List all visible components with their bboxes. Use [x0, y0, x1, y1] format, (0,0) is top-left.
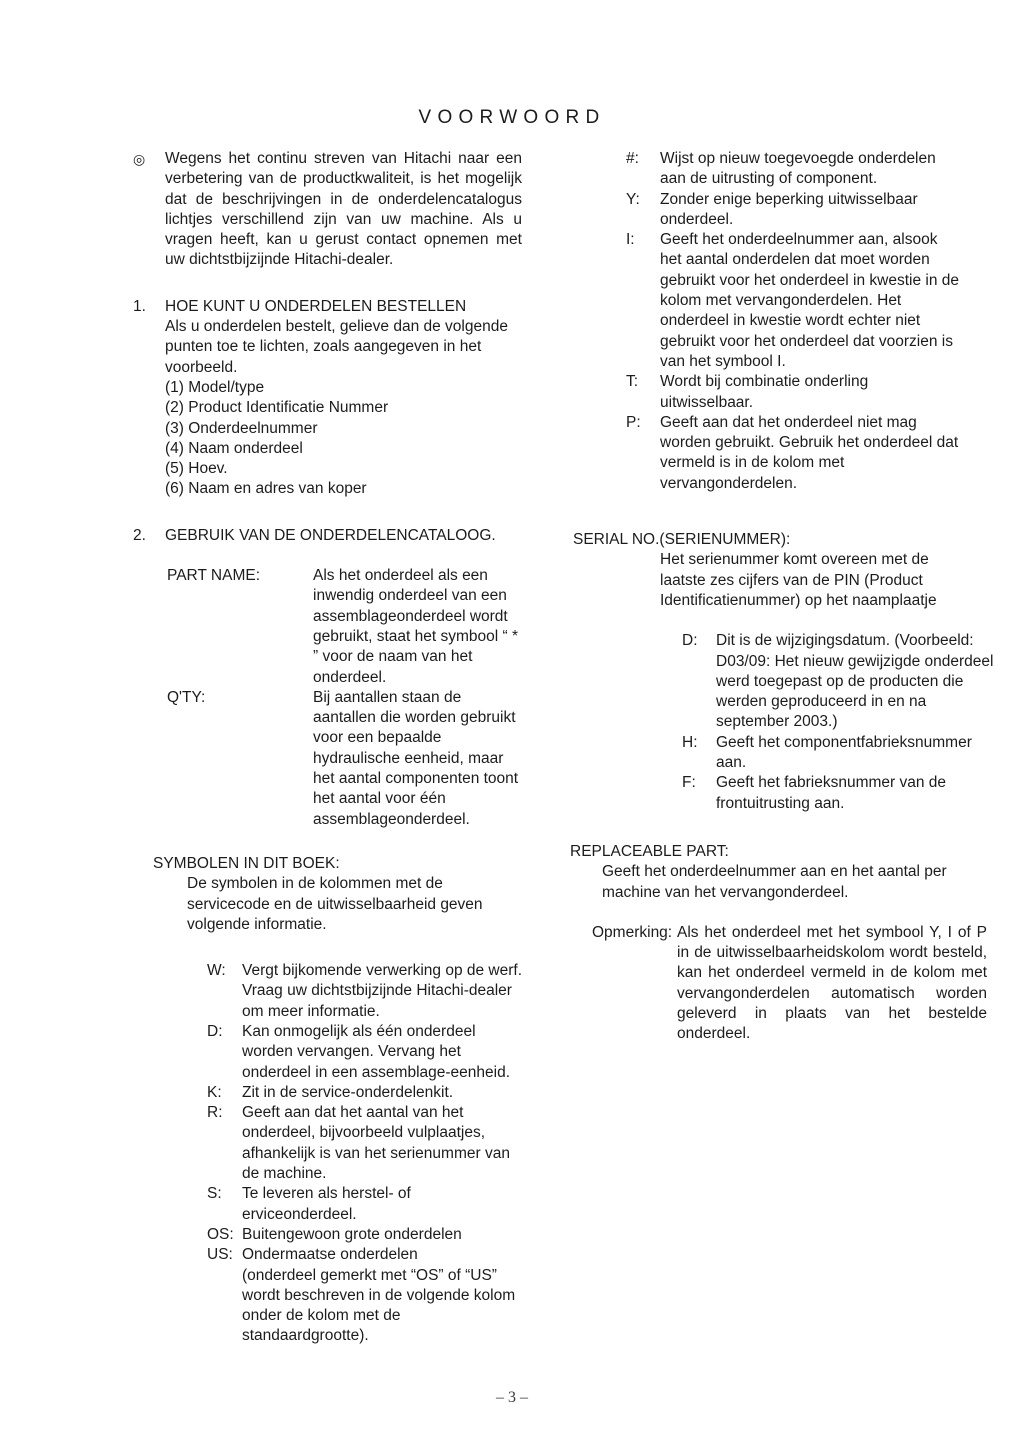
- symbol-label: P:: [626, 413, 641, 431]
- symbols-heading: SYMBOLEN IN DIT BOEK:: [153, 854, 340, 872]
- order-item: (2) Product Identificatie Nummer: [165, 399, 389, 417]
- symbol-text: Geeft het onderdeelnummer aan, alsook het aantal onderdelen dat moet worden gebruikt voor het onderdeel in kwestie in de kolom met vervangonderdelen. Het onderdeel in kwestie wordt echter niet gebruikt voor het onderdeel dat voorzien is van het symbool I.: [660, 231, 959, 370]
- symbol-label: OS:: [207, 1225, 234, 1243]
- intro-paragraph: [133, 149, 525, 271]
- symbol-text: Wijst op nieuw toegevoegde onderdelen aan de uitrusting of component.: [660, 150, 936, 188]
- symbol-label: T:: [626, 373, 639, 391]
- symbol-row-s: [207, 1184, 525, 1225]
- symbol-text: Geeft aan dat het aantal van het onderdeel, bijvoorbeeld vulplaatjes, afhankelijk is van het serienummer van de machine.: [242, 1104, 510, 1183]
- symbol-row-os: [207, 1225, 525, 1245]
- symbol-text: Zit in de service-onderdelenkit.: [242, 1083, 454, 1101]
- section-2-number: 2.: [133, 526, 146, 544]
- symbol-text: Zonder enige beperking uitwisselbaar onderdeel.: [660, 190, 918, 228]
- remark-section: [592, 923, 994, 1045]
- page-title: VOORWOORD: [418, 107, 606, 128]
- symbol-row-r: [207, 1103, 525, 1184]
- symbol-text: Geeft aan dat het onderdeel niet mag worden gebruikt. Gebruik het onderdeel dat vermeld is in de kolom met vervangonderdelen.: [660, 413, 959, 492]
- symbol-row-i: [626, 230, 994, 372]
- symbol-label: Y:: [626, 190, 640, 208]
- symbol-list-left: [207, 961, 525, 1347]
- order-item: (1) Model/type: [165, 378, 265, 396]
- symbol-label: F:: [682, 774, 696, 792]
- symbol-label: H:: [682, 733, 698, 751]
- symbol-row-hash: [626, 149, 994, 190]
- symbol-row-w: [207, 961, 525, 1022]
- section-1-text: Als u onderdelen bestelt, gelieve dan de volgende punten toe te lichten, zoals aangegeven in het voorbeeld.: [165, 318, 508, 376]
- symbol-label: D:: [682, 632, 698, 650]
- replaceable-text: Geeft het onderdeelnummer aan en het aantal per machine van het vervangonderdeel.: [602, 863, 947, 901]
- symbol-text-main: Ondermaatse onderdelen: [242, 1246, 418, 1264]
- term-part-name: [167, 566, 525, 688]
- replaceable-heading: REPLACEABLE PART:: [570, 842, 729, 860]
- term-label: Q'TY:: [167, 688, 206, 706]
- symbol-label: W:: [207, 962, 226, 980]
- section-order-parts: [133, 297, 525, 500]
- remark-label: Opmerking:: [592, 923, 673, 941]
- symbol-text: Buitengewoon grote onderdelen: [242, 1225, 462, 1243]
- symbol-label: K:: [207, 1083, 222, 1101]
- definition-list: [167, 566, 525, 830]
- section-1-heading: HOE KUNT U ONDERDELEN BESTELLEN: [165, 297, 467, 315]
- order-item: (4) Naam onderdeel: [165, 439, 303, 457]
- symbol-text: Wordt bij combinatie onderling uitwisselbaar.: [660, 373, 869, 411]
- symbol-row-d2: [682, 631, 994, 732]
- symbol-label: D:: [207, 1022, 223, 1040]
- symbol-row-h: [682, 733, 994, 774]
- right-column: [570, 149, 994, 1045]
- serial-heading: SERIAL NO.(SERIENUMMER):: [573, 531, 791, 549]
- symbol-text: Te leveren als herstel- of erviceonderdeel.: [242, 1185, 411, 1223]
- symbols-intro: De symbolen in de kolommen met de servicecode en de uitwisselbaarheid geven volgende informatie.: [187, 875, 483, 933]
- term-text: Als het onderdeel als een inwendig onderdeel van een assemblageonderdeel wordt gebruikt, staat het symbool “ * ” voor de naam van het onderdeel.: [313, 567, 519, 686]
- symbol-list-right-2: [626, 631, 994, 814]
- symbol-row-d: [207, 1022, 525, 1083]
- double-circle-icon: ◎: [133, 151, 146, 167]
- serial-text: Het serienummer komt overeen met de laatste zes cijfers van de PIN (Product Identificatienummer) op het naamplaatje: [660, 551, 937, 609]
- symbol-text: Kan onmogelijk als één onderdeel worden vervangen. Vervang het onderdeel in een assemblage-eenheid.: [242, 1022, 511, 1081]
- symbol-text: Geeft het componentfabrieksnummer aan.: [716, 733, 972, 772]
- symbol-label: #:: [626, 150, 639, 167]
- intro-text: Wegens het continu streven van Hitachi naar een verbetering van de productkwaliteit, is het mogelijk dat de beschrijvingen in de onderdelencatalogus lichtjes verschillend zijn van uw machine. Als u vragen heeft, kan u gerust contact opnemen met uw dichtstbijzijnde Hitachi-dealer.: [165, 150, 522, 269]
- section-2-heading: GEBRUIK VAN DE ONDERDELENCATALOOG.: [165, 526, 496, 544]
- symbol-label: I:: [626, 231, 635, 249]
- order-item: (5) Hoev.: [165, 460, 228, 478]
- term-label: PART NAME:: [167, 567, 261, 585]
- section-1-number: 1.: [133, 297, 146, 315]
- section-1-body: [165, 297, 522, 500]
- term-qty: [167, 688, 525, 830]
- symbol-row-p: [626, 413, 994, 494]
- section-catalog-use: [133, 526, 525, 546]
- symbol-text: Vergt bijkomende verwerking op de werf. Vraag uw dichtstbijzijnde Hitachi-dealer om meer informatie.: [242, 962, 523, 1020]
- symbol-text: [242, 1245, 525, 1346]
- term-text: Bij aantallen staan de aantallen die worden gebruikt voor een bepaalde hydraulische eenheid, maar het aantal componenten toont het aantal voor één assemblageonderdeel.: [313, 688, 519, 828]
- symbol-label: R:: [207, 1104, 223, 1122]
- symbol-list-right: [626, 149, 994, 494]
- left-column: [133, 149, 525, 1347]
- symbol-row-f: [682, 773, 994, 814]
- symbol-row-us: [207, 1245, 525, 1346]
- page-number: – 3 –: [496, 1389, 528, 1406]
- symbol-row-y: [626, 190, 994, 231]
- symbol-label: S:: [207, 1185, 222, 1203]
- replaceable-part-section: [570, 842, 994, 903]
- order-item: (3) Onderdeelnummer: [165, 419, 318, 437]
- symbol-text: Dit is de wijzigingsdatum. (Voorbeeld: D03/09: Het nieuw gewijzigde onderdeel werd toegepast op de producten die werden geproduceerd in en na september 2003.): [716, 632, 994, 731]
- order-item: (6) Naam en adres van koper: [165, 480, 367, 498]
- symbol-text: Geeft het fabrieksnummer van de frontuitrusting aan.: [716, 774, 947, 812]
- serial-number-section: [570, 530, 994, 611]
- remark-text: Als het onderdeel met het symbool Y, I of P in de uitwisselbaarheidskolom wordt besteld, kan het onderdeel vermeld in de kolom met vervangonderdelen automatisch worden geleverd in plaats van het bestelde onderdeel.: [677, 923, 987, 1043]
- symbol-row-t: [626, 372, 994, 413]
- symbol-text-note: (onderdeel gemerkt met “OS” of “US” wordt beschreven in de volgende kolom onder de kolom met de standaardgrootte).: [242, 1266, 516, 1345]
- symbol-label: US:: [207, 1246, 233, 1264]
- symbol-row-k: [207, 1083, 525, 1103]
